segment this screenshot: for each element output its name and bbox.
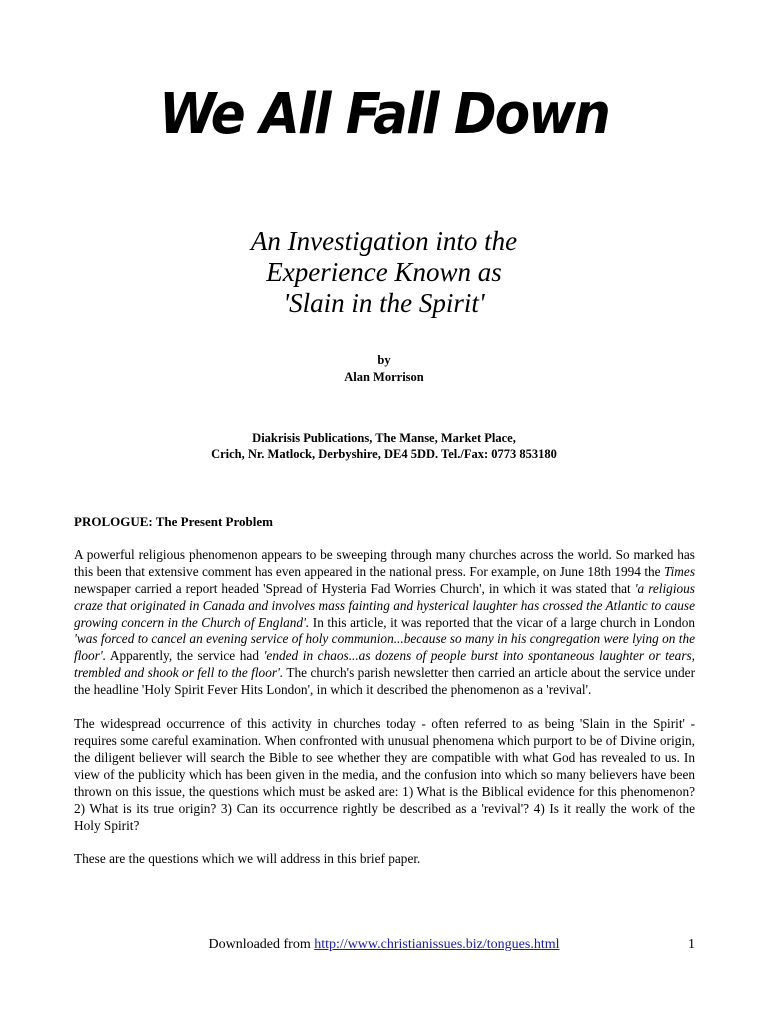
quote-run: 'was forced to cancel an evening service of holy communion...because so many in his congregation were lying on the floor'. [74, 631, 695, 664]
page-number: 1 [688, 937, 695, 952]
source-link[interactable]: http://www.christianissues.biz/tongues.html [314, 937, 560, 952]
publisher-info [0, 430, 768, 462]
body-text [74, 514, 695, 885]
text-run: In this article, it was reported that the vicar of a large church in London [309, 614, 696, 630]
publisher-line: Crich, Nr. Matlock, Derbyshire, DE4 5DD. Tel./Fax: 0773 853180 [211, 447, 557, 461]
text-run: newspaper carried a report headed 'Spread of Hysteria Fad Worries Church', in which it was stated that [74, 580, 635, 596]
text-run: Apparently, the service had [106, 648, 264, 664]
paragraph [74, 547, 695, 699]
text-run: A powerful religious phenomenon appears to be sweeping through many churches across the world. So marked has this been that extensive comment has even appeared in the national press. For example, on June 18th 1994 the [74, 546, 695, 579]
author-name: Alan Morrison [344, 370, 424, 384]
subtitle-line: Experience Known as [266, 257, 502, 287]
paragraph: These are the questions which we will address in this brief paper. [74, 851, 421, 867]
publisher-line: Diakrisis Publications, The Manse, Market Place, [252, 431, 516, 445]
document-subtitle [0, 226, 768, 319]
byline [0, 352, 768, 386]
footer-source [0, 936, 768, 954]
quote-run: 'a religious craze that originated in Canada and involves mass fainting and hysterical laughter has crossed the Atlantic to cause growing concern in the Church of England'. [74, 580, 695, 630]
footer-prefix: Downloaded from [208, 937, 315, 952]
quote-run: 'ended in chaos...as dozens of people burst into spontaneous laughter or tears, trembled and shook or fell to the floor'. [74, 648, 695, 681]
text-run: The church's parish newsletter then carried an article about the service under the headline 'Holy Spirit Fever Hits London', in which it described the phenomenon as a 'revival'. [74, 665, 695, 698]
paragraph: The widespread occurrence of this activity in churches today - often referred to as being 'Slain in the Spirit' - requires some careful examination. When confronted with unusual phenomena which purport to be of Divine origin, the diligent believer will search the Bible to see whether they are compatible with what God has revealed to us. In view of the publicity which has been given in the media, and the confusion into which so many believers have been thrown on this issue, the questions which must be asked are: 1) What is the Biblical evidence for this phenomenon? 2) What is its true origin? 3) Can its occurrence rightly be described as a 'revival'? 4) Is it really the work of the Holy Spirit? [74, 716, 695, 833]
by-label: by [377, 353, 391, 367]
subtitle-line: 'Slain in the Spirit' [283, 288, 485, 318]
italic-run: Times [663, 563, 695, 579]
section-heading: PROLOGUE: The Present Problem [74, 514, 273, 529]
subtitle-line: An Investigation into the [250, 226, 518, 256]
document-title: We All Fall Down [159, 82, 609, 147]
